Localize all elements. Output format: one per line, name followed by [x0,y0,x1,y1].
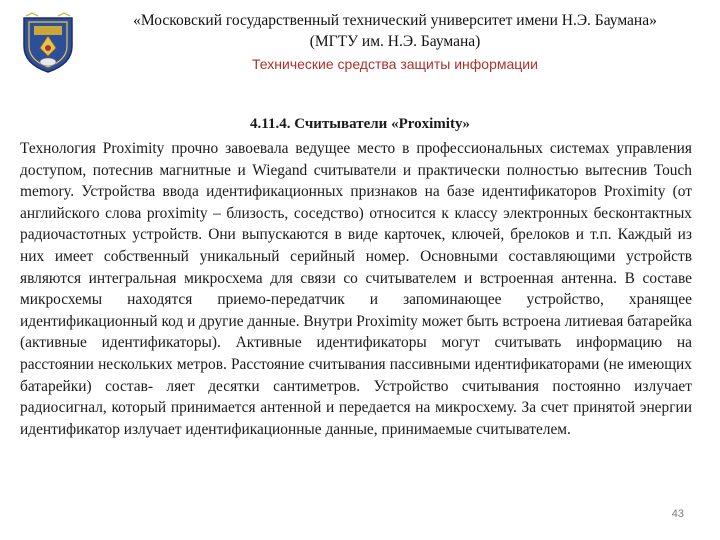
slide-body-text: Технология Proximity прочно завоевала ведущее место в профессиональных системах управления доступом, потеснив магнитные и Wiegand считыватели и практически полностью вытеснив Touch memory. Устройства ввода идентификационных признаков на базе идентификаторов Proximity (от английского слова proximity – близость, соседство) относится к классу электронных бесконтактных радиочастотных устройств. Они выпускаются в виде карточек, ключей, брелоков и т.п. Каждый из них имеет собственный уникальный серийный номер. Основными составляющими устройств являются интегральная микросхема для связи со считывателем и встроенная антенна. В составе микросхемы находятся приемо-передатчик и запоминающее устройство, хранящее идентификационный код и другие данные. Внутри Proximity может быть встроена литиевая батарейка (активные идентификаторы). Активные идентификаторы могут считывать информацию на расстоянии нескольких метров. Расстояние считывания пассивными идентификаторами (не имеющих батарейки) состав- ляет десятки сантиметров. Устройство считывания постоянно излучает радиосигнал, который принимается антенной и передается на микросхему. За счет принятой энергии идентификатор излучает идентификационные данные, принимаемые считывателем. [20,140,692,438]
page-number: 43 [671,508,684,520]
university-name: «Московский государственный технический университет имени Н.Э. Баумана» [133,12,657,29]
course-title: Технические средства защиты информации [252,56,538,72]
university-abbreviation: (МГТУ им. Н.Э. Баумана) [309,33,481,50]
slide-title: 4.11.4. Считыватели «Proximity» [250,116,470,132]
university-crest-icon [20,12,76,74]
slide-header [90,10,700,75]
